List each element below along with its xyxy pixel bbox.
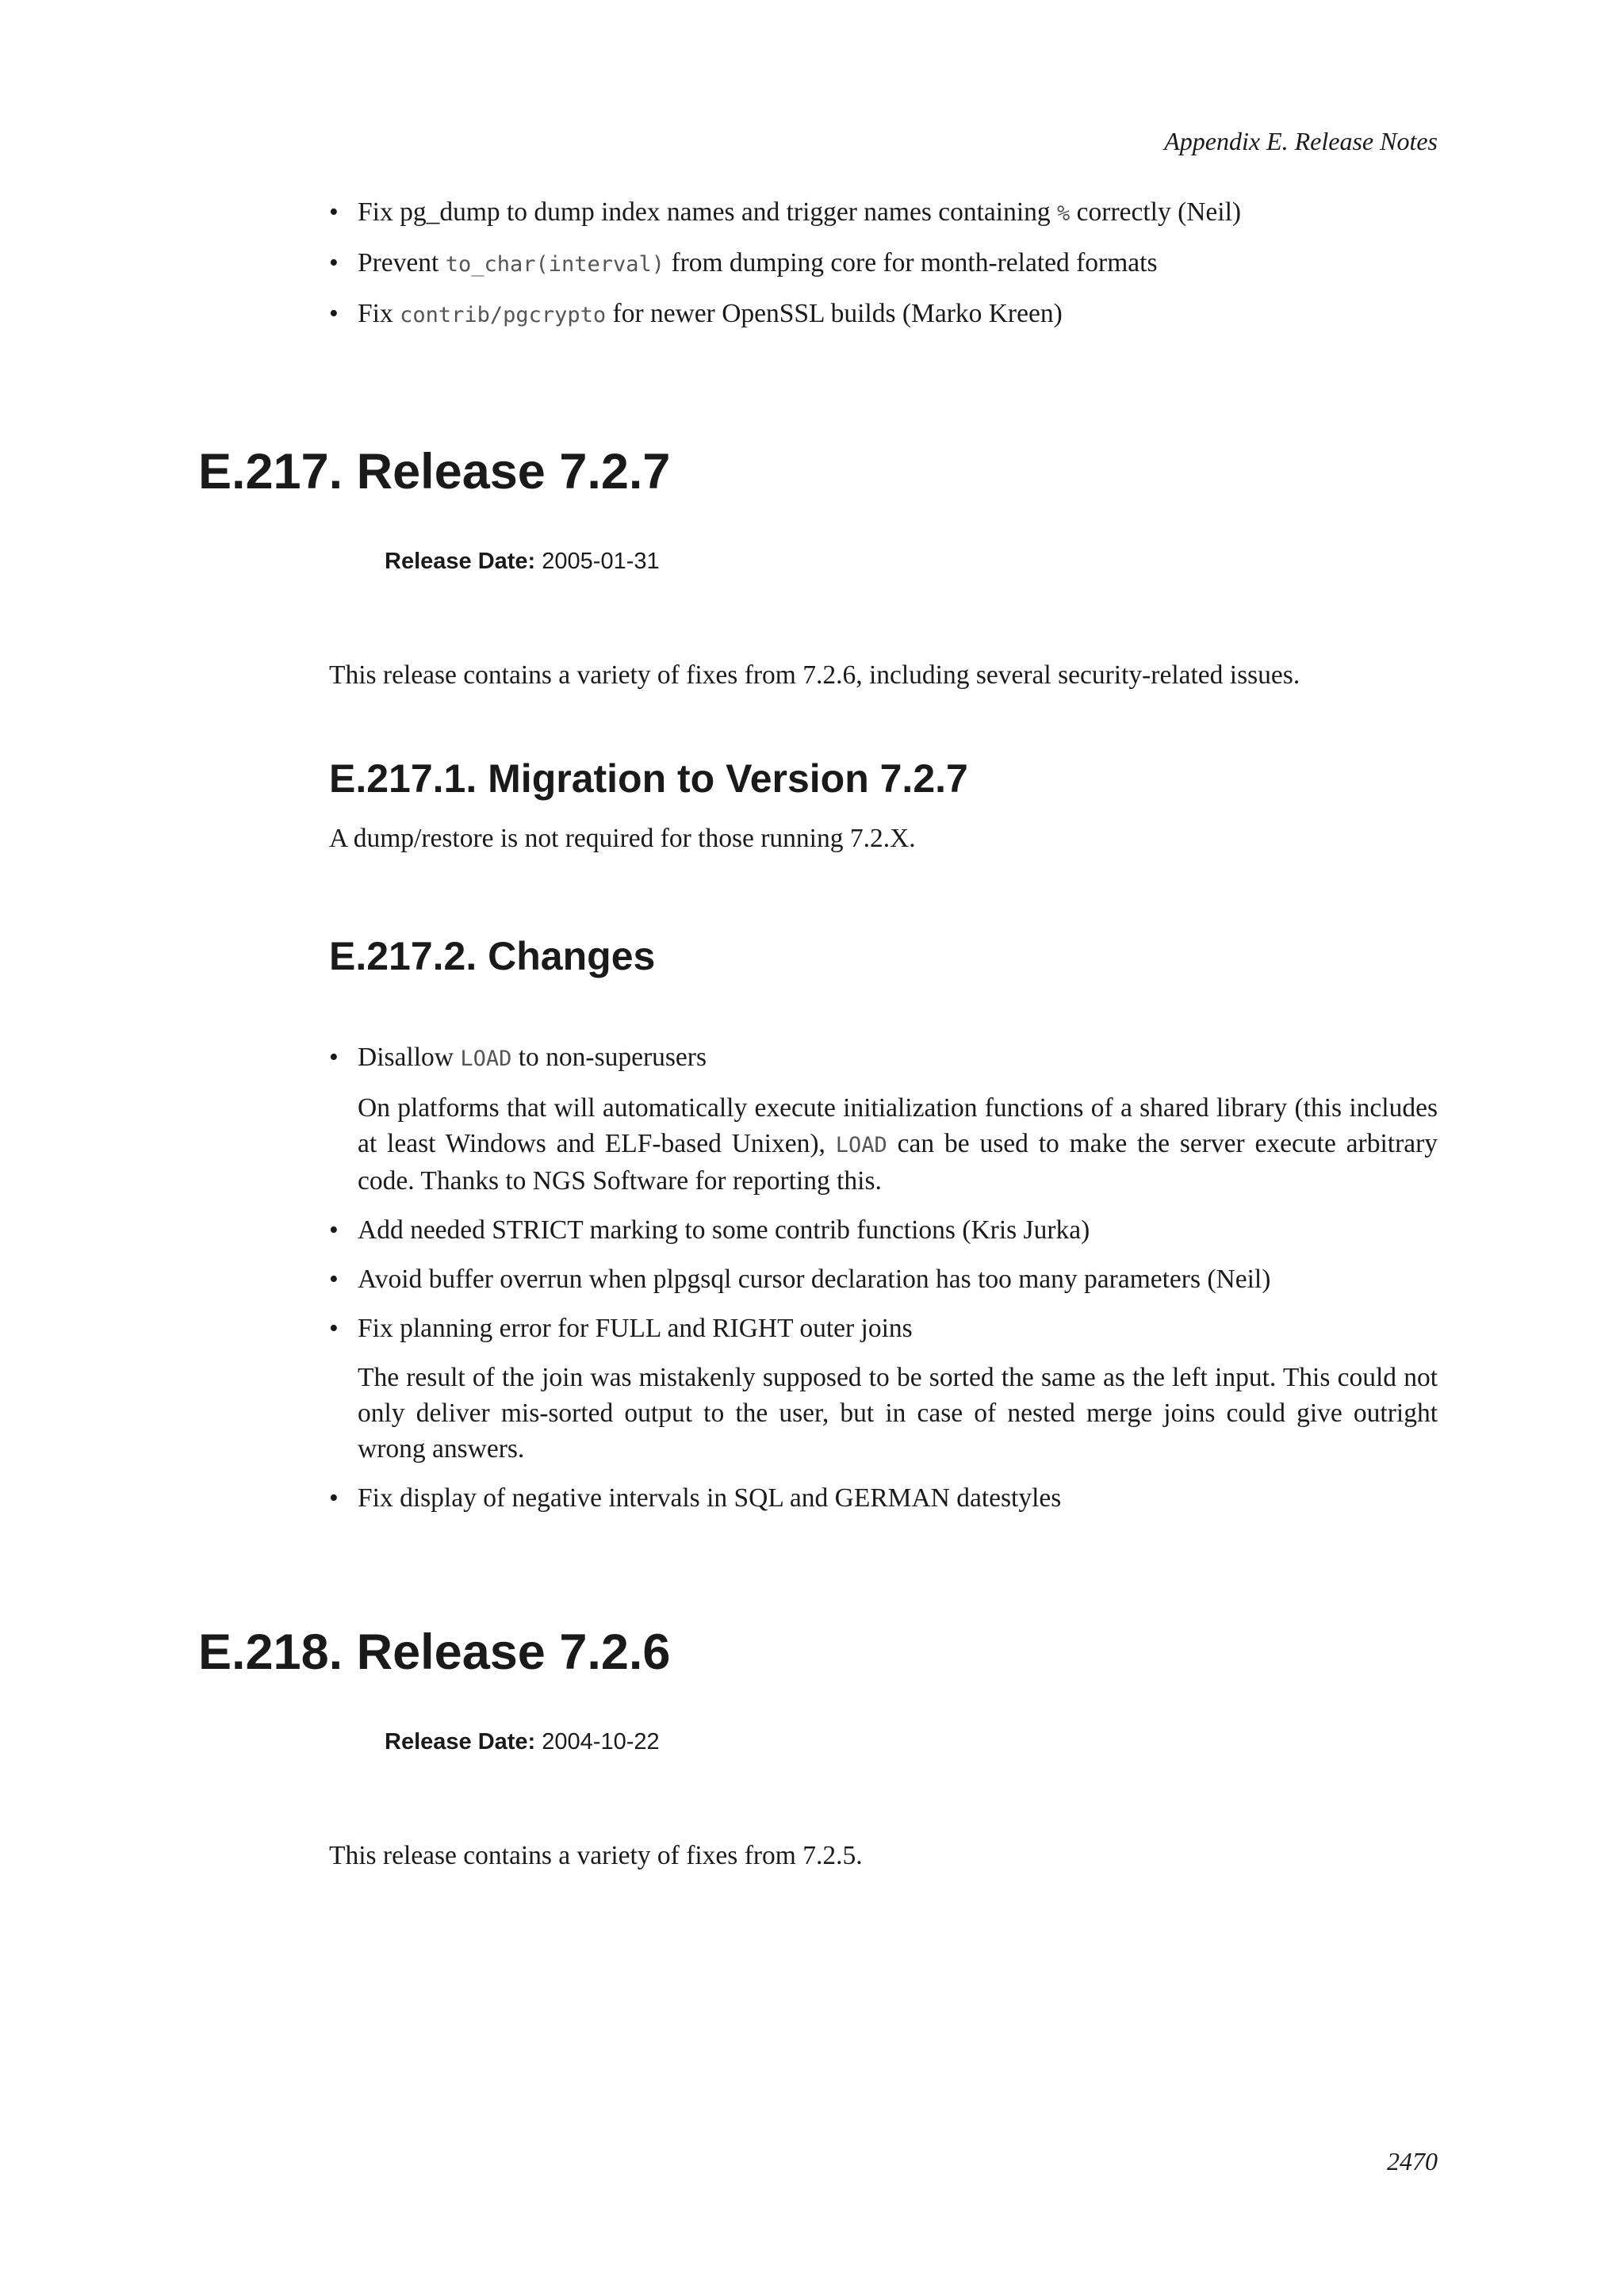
release-date-e218 [385, 1728, 660, 1756]
release-date-value: 2005-01-31 [542, 549, 660, 574]
migration-text: A dump/restore is not required for those running 7.2.X. [329, 824, 916, 853]
inline-code: % [1057, 201, 1071, 226]
list-item [329, 296, 1438, 333]
page-number: 2470 [1387, 2147, 1438, 2175]
item-text: Avoid buffer overrun when plpgsql cursor declaration has too many parameters (Neil) [358, 1265, 1271, 1294]
subsection-title-migration: E.217.1. Migration to Version 7.2.7 [329, 756, 968, 801]
subsection-title-changes: E.217.2. Changes [329, 934, 656, 978]
list-item [329, 245, 1438, 282]
item-text: Add needed STRICT marking to some contrib functions (Kris Jurka) [358, 1215, 1090, 1245]
inline-code: to_char(interval) [445, 252, 665, 277]
item-text: for newer OpenSSL builds (Marko Kreen) [606, 299, 1063, 328]
item-text: Prevent [358, 248, 446, 277]
inline-code: LOAD [460, 1047, 512, 1071]
inline-code: LOAD [835, 1133, 887, 1158]
release-date-value: 2004-10-22 [542, 1729, 660, 1755]
release-date-label: Release Date: [385, 1729, 536, 1755]
item-text: Disallow [358, 1043, 461, 1072]
bullet-icon: • [329, 248, 339, 277]
item-text: correctly (Neil) [1070, 197, 1242, 227]
item-text: Fix [358, 299, 400, 328]
section-title-e218: E.218. Release 7.2.6 [198, 1624, 671, 1680]
inline-code: contrib/pgcrypto [400, 303, 607, 327]
section-title-e217: E.217. Release 7.2.7 [198, 444, 671, 499]
bullet-icon: • [329, 1265, 339, 1294]
bullet-icon: • [329, 1314, 339, 1343]
list-item [329, 1261, 1438, 1297]
detail-text: can be used to make the server execute arbitrary code. Thanks to NGS Software for reporting this. [358, 1129, 1438, 1196]
item-detail: The result of the join was mistakenly supposed to be sorted the same as the left input. This could not only deliver mis-sorted output to the user, but in case of nested merge joins could give outright wrong answers. [358, 1363, 1438, 1464]
top-change-list [329, 194, 1438, 346]
section-intro-e218: This release contains a variety of fixes from 7.2.5. [329, 1841, 863, 1870]
bullet-icon: • [329, 197, 339, 227]
section-intro-e217: This release contains a variety of fixes from 7.2.6, including several security-related issues. [329, 660, 1300, 690]
item-text: from dumping core for month-related formats [665, 248, 1158, 277]
detail-text: On platforms that will automatically execute initialization functions of a shared library (this includes at least Windows and ELF-based Unixen), [358, 1093, 1438, 1158]
item-text: Fix planning error for FULL and RIGHT outer joins [358, 1314, 913, 1343]
list-item [329, 1212, 1438, 1248]
release-date-e217 [385, 547, 660, 576]
list-item [329, 1311, 1438, 1467]
bullet-icon: • [329, 299, 339, 328]
bullet-icon: • [329, 1483, 339, 1513]
list-item [329, 1039, 1438, 1199]
item-detail [358, 1090, 1438, 1199]
item-text: to non-superusers [511, 1043, 707, 1072]
list-item [329, 1480, 1438, 1516]
list-item [329, 194, 1438, 232]
changes-list [329, 1039, 1438, 1529]
item-text: Fix pg_dump to dump index names and trigger names containing [358, 197, 1058, 227]
release-date-label: Release Date: [385, 549, 536, 574]
item-text: Fix display of negative intervals in SQL and GERMAN datestyles [358, 1483, 1062, 1513]
bullet-icon: • [329, 1215, 339, 1245]
bullet-icon: • [329, 1043, 339, 1072]
running-header: Appendix E. Release Notes [1164, 127, 1438, 155]
